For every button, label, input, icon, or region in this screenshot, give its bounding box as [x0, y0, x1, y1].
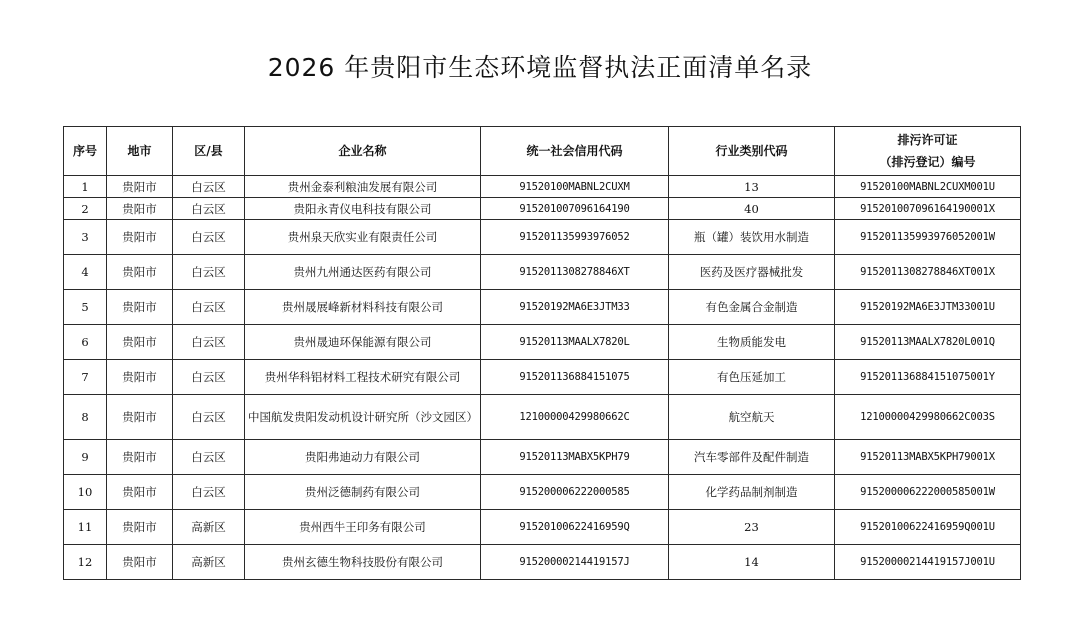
cell-company: 贵阳永青仪电科技有限公司: [245, 198, 481, 220]
cell-credit-code: 915200006222000585: [481, 475, 669, 510]
cell-credit-code: 12100000429980662C: [481, 395, 669, 440]
cell-credit-code: 9152011308278846XT: [481, 255, 669, 290]
cell-city: 贵阳市: [107, 510, 173, 545]
header-permit-line1: 排污许可证: [897, 133, 958, 147]
cell-permit: 9152011308278846XT001X: [835, 255, 1021, 290]
cell-permit: 91520000214419157J001U: [835, 545, 1021, 580]
cell-city: 贵阳市: [107, 440, 173, 475]
header-company: 企业名称: [245, 127, 481, 176]
table-row: [64, 395, 1021, 440]
cell-district: 白云区: [173, 475, 245, 510]
cell-index: 7: [64, 360, 107, 395]
cell-company: 贵州金泰利粮油发展有限公司: [245, 176, 481, 198]
cell-district: 白云区: [173, 290, 245, 325]
cell-credit-code: 91520100MABNL2CUXM: [481, 176, 669, 198]
page-title: 2026 年贵阳市生态环境监督执法正面清单名录: [267, 53, 813, 82]
cell-industry: 14: [669, 545, 835, 580]
cell-industry: 医药及医疗器械批发: [669, 255, 835, 290]
header-credit-code: 统一社会信用代码: [481, 127, 669, 176]
cell-company: 贵州玄德生物科技股份有限公司: [245, 545, 481, 580]
table-row: [64, 255, 1021, 290]
cell-city: 贵阳市: [107, 220, 173, 255]
cell-city: 贵阳市: [107, 176, 173, 198]
cell-district: 白云区: [173, 255, 245, 290]
cell-industry: 航空航天: [669, 395, 835, 440]
cell-district: 白云区: [173, 360, 245, 395]
cell-index: 10: [64, 475, 107, 510]
table-row: [64, 510, 1021, 545]
table-row: [64, 440, 1021, 475]
cell-district: 白云区: [173, 220, 245, 255]
cell-district: 白云区: [173, 325, 245, 360]
table-row: [64, 220, 1021, 255]
cell-permit: 915200006222000585001W: [835, 475, 1021, 510]
cell-industry: 汽车零部件及配件制造: [669, 440, 835, 475]
cell-permit: 91520113MABX5KPH79001X: [835, 440, 1021, 475]
cell-company: 贵州西牛王印务有限公司: [245, 510, 481, 545]
cell-index: 1: [64, 176, 107, 198]
header-district: 区/县: [173, 127, 245, 176]
cell-district: 白云区: [173, 440, 245, 475]
cell-company: 贵州泉天欣实业有限责任公司: [245, 220, 481, 255]
enterprise-roster-table: [63, 126, 1021, 580]
cell-index: 9: [64, 440, 107, 475]
cell-credit-code: 915201135993976052: [481, 220, 669, 255]
cell-industry: 40: [669, 198, 835, 220]
cell-permit: 12100000429980662C003S: [835, 395, 1021, 440]
cell-index: 8: [64, 395, 107, 440]
cell-industry: 13: [669, 176, 835, 198]
cell-permit: 915201136884151075001Y: [835, 360, 1021, 395]
cell-permit: 915201007096164190001X: [835, 198, 1021, 220]
cell-credit-code: 91520113MAALX7820L: [481, 325, 669, 360]
cell-permit: 91520100MABNL2CUXM001U: [835, 176, 1021, 198]
cell-permit: 91520192MA6E3JTM33001U: [835, 290, 1021, 325]
cell-city: 贵阳市: [107, 290, 173, 325]
cell-index: 3: [64, 220, 107, 255]
cell-credit-code: 915201136884151075: [481, 360, 669, 395]
cell-industry: 生物质能发电: [669, 325, 835, 360]
cell-industry: 有色压延加工: [669, 360, 835, 395]
cell-district: 高新区: [173, 510, 245, 545]
cell-city: 贵阳市: [107, 475, 173, 510]
cell-city: 贵阳市: [107, 395, 173, 440]
cell-industry: 化学药品制剂制造: [669, 475, 835, 510]
cell-city: 贵阳市: [107, 325, 173, 360]
cell-city: 贵阳市: [107, 198, 173, 220]
cell-district: 高新区: [173, 545, 245, 580]
cell-company: 贵州晟展峰新材料科技有限公司: [245, 290, 481, 325]
cell-company: 贵州华科铝材料工程技术研究有限公司: [245, 360, 481, 395]
table-row: [64, 325, 1021, 360]
table-row: [64, 176, 1021, 198]
cell-industry: 有色金属合金制造: [669, 290, 835, 325]
header-city: 地市: [107, 127, 173, 176]
cell-company: 中国航发贵阳发动机设计研究所（沙文园区）: [245, 395, 481, 440]
cell-city: 贵阳市: [107, 255, 173, 290]
header-permit: [835, 127, 1021, 176]
cell-permit: 91520100622416959Q001U: [835, 510, 1021, 545]
header-permit-line2: （排污登记）编号: [879, 155, 976, 169]
cell-district: 白云区: [173, 198, 245, 220]
cell-index: 6: [64, 325, 107, 360]
cell-city: 贵阳市: [107, 545, 173, 580]
header-industry: 行业类别代码: [669, 127, 835, 176]
cell-index: 4: [64, 255, 107, 290]
cell-index: 12: [64, 545, 107, 580]
header-index: 序号: [64, 127, 107, 176]
cell-index: 11: [64, 510, 107, 545]
cell-permit: 91520113MAALX7820L001Q: [835, 325, 1021, 360]
table-row: [64, 475, 1021, 510]
cell-district: 白云区: [173, 176, 245, 198]
cell-company: 贵阳弗迪动力有限公司: [245, 440, 481, 475]
cell-city: 贵阳市: [107, 360, 173, 395]
table-row: [64, 545, 1021, 580]
cell-index: 5: [64, 290, 107, 325]
cell-company: 贵州晟迪环保能源有限公司: [245, 325, 481, 360]
cell-industry: 23: [669, 510, 835, 545]
cell-district: 白云区: [173, 395, 245, 440]
table-row: [64, 290, 1021, 325]
cell-index: 2: [64, 198, 107, 220]
cell-credit-code: 915201007096164190: [481, 198, 669, 220]
cell-credit-code: 91520192MA6E3JTM33: [481, 290, 669, 325]
cell-credit-code: 91520113MABX5KPH79: [481, 440, 669, 475]
table-header-row: [64, 127, 1021, 176]
cell-company: 贵州九州通达医药有限公司: [245, 255, 481, 290]
cell-company: 贵州泛德制药有限公司: [245, 475, 481, 510]
cell-permit: 915201135993976052001W: [835, 220, 1021, 255]
table-row: [64, 198, 1021, 220]
table-row: [64, 360, 1021, 395]
cell-industry: 瓶（罐）装饮用水制造: [669, 220, 835, 255]
cell-credit-code: 91520100622416959Q: [481, 510, 669, 545]
cell-credit-code: 91520000214419157J: [481, 545, 669, 580]
